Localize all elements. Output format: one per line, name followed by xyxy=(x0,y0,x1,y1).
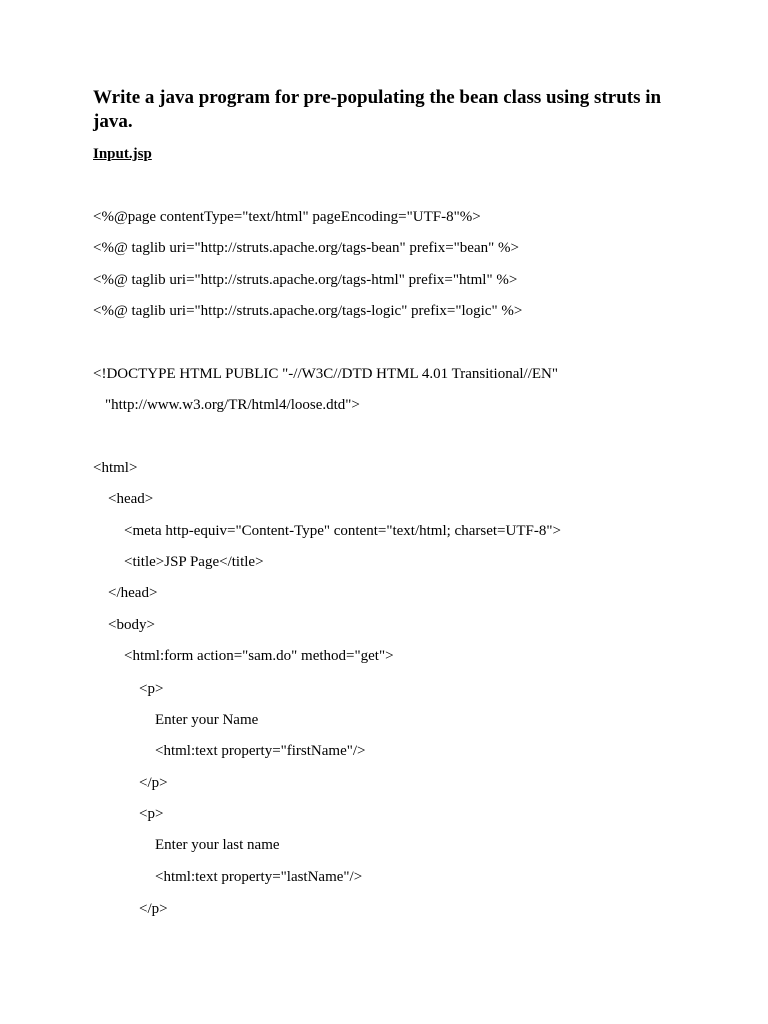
code-line: Enter your Name xyxy=(155,712,259,728)
code-line: "http://www.w3.org/TR/html4/loose.dtd"> xyxy=(105,397,360,413)
code-line: <%@page contentType="text/html" pageEncoding="UTF-8"%> xyxy=(93,209,481,225)
code-line: <body> xyxy=(108,617,155,633)
code-line: </p> xyxy=(139,901,168,917)
code-line: Enter your last name xyxy=(155,837,280,853)
code-line: <html:form action="sam.do" method="get"> xyxy=(124,648,394,664)
code-line: <%@ taglib uri="http://struts.apache.org/tags-logic" prefix="logic" %> xyxy=(93,303,523,319)
code-line: <html:text property="firstName"/> xyxy=(155,743,366,759)
code-line: </head> xyxy=(108,585,158,601)
code-line: <html:text property="lastName"/> xyxy=(155,869,363,885)
document-title: Write a java program for pre-populating the bean class using struts in java. xyxy=(93,87,662,132)
code-line: <p> xyxy=(139,681,164,697)
code-line: </p> xyxy=(139,775,168,791)
code-line: <meta http-equiv="Content-Type" content="text/html; charset=UTF-8"> xyxy=(124,523,561,539)
code-line: <%@ taglib uri="http://struts.apache.org/tags-bean" prefix="bean" %> xyxy=(93,240,519,256)
code-line: <!DOCTYPE HTML PUBLIC "-//W3C//DTD HTML 4.01 Transitional//EN" xyxy=(93,366,559,382)
code-line: <%@ taglib uri="http://struts.apache.org/tags-html" prefix="html" %> xyxy=(93,272,518,288)
code-line: <head> xyxy=(108,491,154,507)
code-line: <p> xyxy=(139,806,164,822)
code-line: <html> xyxy=(93,460,138,476)
file-name-heading: Input.jsp xyxy=(93,146,152,162)
code-line: <title>JSP Page</title> xyxy=(124,554,264,570)
